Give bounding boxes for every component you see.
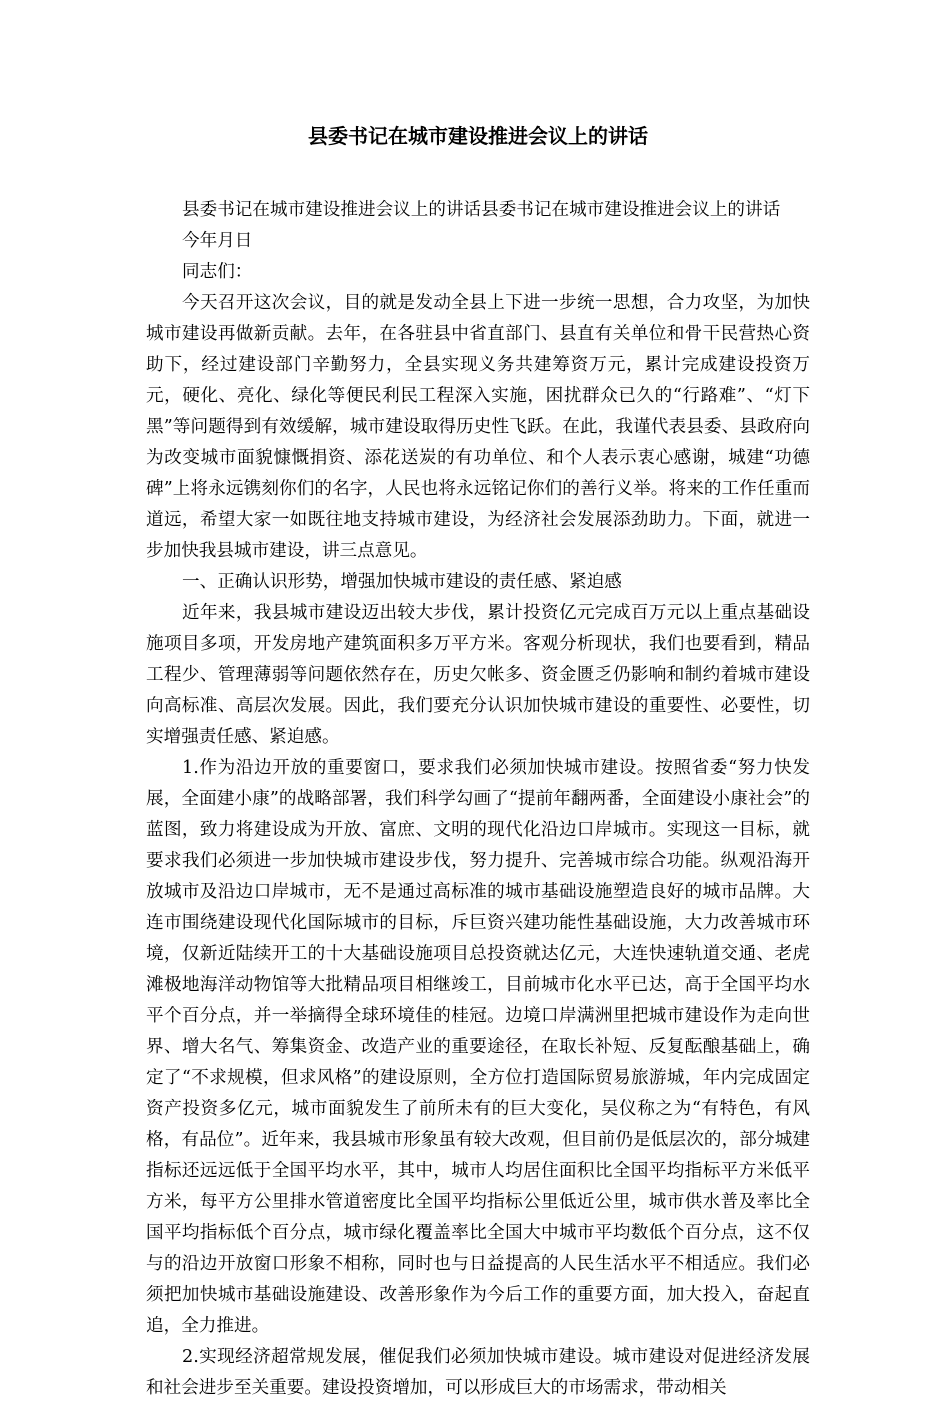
document-title: 县委书记在城市建设推进会议上的讲话 xyxy=(308,124,648,148)
document-page xyxy=(146,0,810,1398)
document-body xyxy=(146,195,810,1404)
paragraph-point-2: 2.实现经济超常规发展，催促我们必须加快城市建设。城市建设对促进经济发展和社会进步至关重要。建设投资增加，可以形成巨大的市场需求，带动相关 xyxy=(146,1347,810,1398)
paragraph-salutation: 同志们： xyxy=(182,262,253,282)
paragraph-opening: 今天召开这次会议，目的就是发动全县上下进一步统一思想，合力攻坚，为加快城市建设再做新贡献。去年，在各驻县中省直部门、县直有关单位和骨干民营热心资助下，经过建设部门辛勤努力，全县实现义务共建筹资万元，累计完成建设投资万元，硬化、亮化、绿化等便民利民工程深入实施，困扰群众已久的“行路难”、“灯下黑”等问题得到有效缓解，城市建设取得历史性飞跃。在此，我谨代表县委、县政府向为改变城市面貌慷慨捐资、添花送炭的有功单位、和个人表示衷心感谢，城建“功德碑”上将永远镌刻你们的名字，人民也将永远铭记你们的善行义举。将来的工作任重而道远，希望大家一如既往地支持城市建设，为经济社会发展添劲助力。下面，就进一步加快我县城市建设，讲三点意见。 xyxy=(146,293,810,561)
paragraph-situation: 近年来，我县城市建设迈出较大步伐，累计投资亿元完成百万元以上重点基础设施项目多项，开发房地产建筑面积多万平方米。客观分析现状，我们也要看到，精品工程少、管理薄弱等问题依然存在，历史欠帐多、资金匮乏仍影响和制约着城市建设向高标准、高层次发展。因此，我们要充分认识加快城市建设的重要性、必要性，切实增强责任感、紧迫感。 xyxy=(146,603,810,747)
paragraph-heading-repeat: 县委书记在城市建设推进会议上的讲话县委书记在城市建设推进会议上的讲话 xyxy=(182,200,781,220)
paragraph-date: 今年月日 xyxy=(182,231,253,251)
paragraph-point-1: 1.作为沿边开放的重要窗口，要求我们必须加快城市建设。按照省委“努力快发展，全面建小康”的战略部署，我们科学勾画了“提前年翻两番，全面建设小康社会”的蓝图，致力将建设成为开放、富庶、文明的现代化沿边口岸城市。实现这一目标，就要求我们必须进一步加快城市建设步伐，努力提升、完善城市综合功能。纵观沿海开放城市及沿边口岸城市，无不是通过高标准的城市基础设施塑造良好的城市品牌。大连市围绕建设现代化国际城市的目标，斥巨资兴建功能性基础设施，大力改善城市环境，仅新近陆续开工的十大基础设施项目总投资就达亿元，大连快速轨道交通、老虎滩极地海洋动物馆等大批精品项目相继竣工，目前城市化水平已达，高于全国平均水平个百分点，并一举摘得全球环境佳的桂冠。边境口岸满洲里把城市建设作为走向世界、增大名气、筹集资金、改造产业的重要途径，在取长补短、反复酝酿基础上，确定了“不求规模，但求风格”的建设原则，全方位打造国际贸易旅游城，年内完成固定资产投资多亿元，城市面貌发生了前所未有的巨大变化，吴仪称之为“有特色，有风格，有品位”。近年来，我县城市形象虽有较大改观，但目前仍是低层次的，部分城建指标还远远低于全国平均水平，其中，城市人均居住面积比全国平均指标平方米低平方米，每平方公里排水管道密度比全国平均指标公里低近公里，城市供水普及率比全国平均指标低个百分点，城市绿化覆盖率比全国大中城市平均数低个百分点，这不仅与的沿边开放窗口形象不相称，同时也与日益提高的人民生活水平不相适应。我们必须把加快城市基础设施建设、改善形象作为今后工作的重要方面，加大投入，奋起直追，全力推进。 xyxy=(146,758,810,1336)
section-heading-1: 一、正确认识形势，增强加快城市建设的责任感、紧迫感 xyxy=(182,572,622,592)
